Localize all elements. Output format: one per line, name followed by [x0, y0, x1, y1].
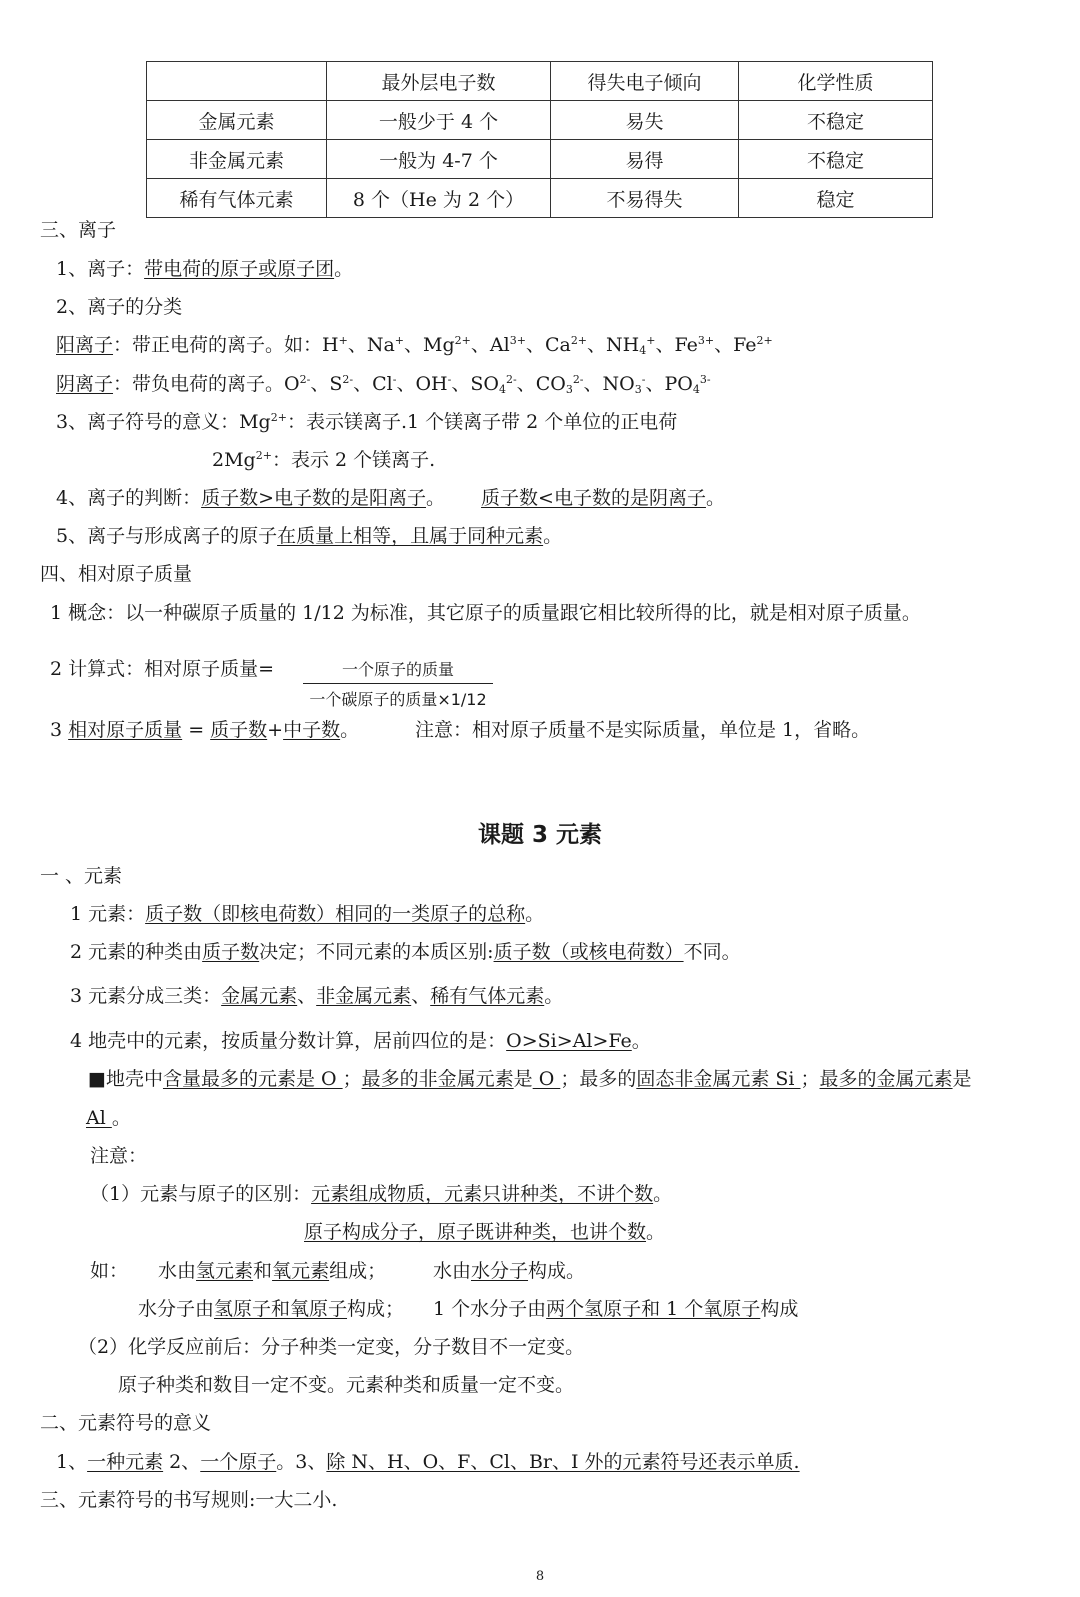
- diff-atom-end: 。: [646, 1221, 666, 1243]
- relation-end: 。: [543, 525, 563, 547]
- ion-classify-heading: 2、离子的分类: [56, 296, 183, 318]
- table-cell: 金属元素: [147, 101, 327, 140]
- ion-formula: $Al^{3+}$: [489, 334, 526, 356]
- eq-end: 。: [340, 719, 360, 741]
- table-cell: 一般少于 4 个: [327, 101, 551, 140]
- crust2-metal: 最多的金属元素: [819, 1068, 953, 1090]
- crust-order: O>Si>Al>Fe: [506, 1030, 632, 1052]
- element-atom-difference: [90, 1182, 672, 1206]
- relation-prefix: 5、离子与形成离子的原子: [56, 525, 278, 547]
- crust2-sep: ；: [800, 1068, 820, 1090]
- judge-end: 。: [705, 487, 725, 509]
- page-number: 8: [535, 1569, 545, 1584]
- table-cell: 不稳定: [739, 140, 933, 179]
- table-cell: 易失: [551, 101, 739, 140]
- ex1-end: 组成；: [329, 1260, 387, 1282]
- meaning2-prefix: 2Mg: [212, 449, 256, 471]
- ion-def-prefix: 1、离子：: [56, 258, 145, 280]
- kind-prefix: 2 元素的种类由: [70, 941, 203, 963]
- crust2-nonmetal-o: O: [532, 1068, 561, 1090]
- ion-def-text: 带电荷的原子或原子团: [144, 258, 335, 280]
- crust2-is: 是: [513, 1068, 533, 1090]
- element-categories: [70, 984, 563, 1008]
- crust2-sep: ；最多的: [560, 1068, 637, 1090]
- ex4-a: 1 个水分子由: [433, 1298, 547, 1320]
- ex4-atoms: 两个氢原子和 1 个氧原子: [546, 1298, 761, 1320]
- crust-most-line: [88, 1067, 972, 1091]
- ion-formula: Na+: [366, 334, 405, 356]
- judge-cation: 质子数>电子数的是阳离子: [201, 487, 427, 509]
- table-cell: 不稳定: [739, 101, 933, 140]
- ion-formula: OH-: [415, 373, 452, 395]
- diff-prefix: （1）元素与原子的区别：: [90, 1183, 312, 1205]
- symbol-m-prefix: 1、: [56, 1451, 88, 1473]
- ion-judgement: [56, 486, 725, 510]
- cat-prefix: 3 元素分成三类：: [70, 985, 222, 1007]
- cation-text: ：带正电荷的离子。如：: [113, 334, 323, 356]
- crust-metal-al: [86, 1106, 131, 1130]
- eq-prefix: 3: [50, 719, 69, 741]
- ion-formula: Cl-: [372, 373, 397, 395]
- eq-protons: 质子数: [210, 719, 268, 741]
- symbol-m-mid2: 。3、: [276, 1451, 327, 1473]
- diff-end: 。: [653, 1183, 673, 1205]
- ion-formula: $CO_3^{2-}$: [535, 373, 584, 396]
- fraction-denominator: 一个碳原子的质量×1/12: [309, 690, 487, 709]
- example-line-1: [90, 1259, 386, 1283]
- cat-sep: 、: [411, 985, 431, 1007]
- table-cell: 一般为 4-7 个: [327, 140, 551, 179]
- cation-label: 阳离子: [56, 334, 114, 356]
- ex2-a: 水由: [433, 1260, 472, 1282]
- crust2-end: 。: [111, 1107, 131, 1129]
- example-one-molecule: [433, 1297, 798, 1321]
- symbol-one-element: 一种元素: [87, 1451, 164, 1473]
- ion-section-heading: 三、离子: [40, 219, 117, 241]
- table-cell: 稳定: [739, 179, 933, 218]
- symbol-substance: 除 N、H、O、F、Cl、Br、I 外的元素符号还表示单质.: [326, 1451, 800, 1473]
- ex1-oxygen: 氧元素: [272, 1260, 330, 1282]
- element-section-heading: 一 、元素: [40, 865, 123, 887]
- symbol-one-atom: 一个原子: [200, 1451, 277, 1473]
- mass-concept: 1 概念：以一种碳原子质量的 1/12 为标准，其它原子的质量跟它相比较所得的比，就是相对原子质量。: [50, 602, 921, 624]
- ion-formula: $Mg^{2+}$: [423, 334, 471, 356]
- cat-metal: 金属元素: [221, 985, 298, 1007]
- crust2-al: Al: [86, 1107, 112, 1129]
- table-header-cell: 最外层电子数: [327, 62, 551, 101]
- relation-text: 在质量上相等，且属于同种元素: [277, 525, 544, 547]
- ex1-hydrogen: 氢元素: [196, 1260, 254, 1282]
- kind-essential: 质子数（或核电荷数）: [493, 941, 684, 963]
- anion-label: 阴离子: [56, 373, 114, 395]
- symbol-meaning-line: [56, 1450, 800, 1474]
- table-row: [147, 140, 933, 179]
- mass-formula-label: 2 计算式：相对原子质量=: [50, 658, 275, 680]
- ion-atom-relation: [56, 524, 562, 548]
- diff-element: 元素组成物质，元素只讲种类，不讲个数: [311, 1183, 654, 1205]
- cat-sep: 、: [297, 985, 317, 1007]
- ion-formula: $PO_4^{3-}$: [664, 373, 711, 396]
- crust2-solid: 固态非金属元素 Si: [636, 1068, 801, 1090]
- ion-symbol-meaning: [56, 410, 677, 434]
- table-header-cell: 化学性质: [739, 62, 933, 101]
- meaning2-charge: 2+: [255, 449, 272, 462]
- crust-elements: [70, 1029, 651, 1053]
- lesson-title: 课题 3 元素: [477, 822, 603, 848]
- cat-nonmetal: 非金属元素: [316, 985, 412, 1007]
- ex4-end: 构成: [760, 1298, 799, 1320]
- kind-mid: 决定；不同元素的本质区别:: [259, 941, 494, 963]
- ion-formula: $Fe^{2+}$: [733, 334, 773, 356]
- table-cell: 8 个（He 为 2 个）: [327, 179, 551, 218]
- table-header-row: [147, 62, 933, 101]
- ion-formula: $Fe^{3+}$: [674, 334, 715, 356]
- element-def-end: 。: [525, 903, 545, 925]
- mass-section-heading: 四、相对原子质量: [40, 563, 193, 585]
- ion-symbol-meaning-2: [212, 448, 435, 472]
- ion-formula: $S^{2-}$: [329, 373, 354, 395]
- crust2-nonmetal: 最多的非金属元素: [361, 1068, 514, 1090]
- mass-equation: [50, 718, 359, 742]
- table-header-cell: 得失电子倾向: [551, 62, 739, 101]
- symbol-writing-rule: 三、元素符号的书写规则:一大二小.: [40, 1489, 338, 1511]
- crust2-sep: ；: [342, 1068, 362, 1090]
- cation-line: [56, 333, 773, 357]
- fraction-numerator: 一个原子的质量: [341, 660, 454, 679]
- element-def-prefix: 1 元素：: [70, 903, 146, 925]
- example-line-2: [138, 1297, 404, 1321]
- ex1-a: 水由: [158, 1260, 197, 1282]
- ion-definition: [56, 257, 353, 281]
- cat-end: 。: [544, 985, 564, 1007]
- meaning2-text: ：表示 2 个镁离子.: [271, 449, 436, 471]
- table-cell: 不易得失: [551, 179, 739, 218]
- ion-formula: $Ca^{2+}$: [544, 334, 588, 356]
- cat-noble-gas: 稀有气体元素: [430, 985, 545, 1007]
- reaction-rule-2: 原子种类和数目一定不变。元素种类和质量一定不变。: [118, 1374, 575, 1396]
- crust-end: 。: [631, 1030, 651, 1052]
- ex2-molecule: 水分子: [471, 1260, 529, 1282]
- anion-line: [56, 372, 711, 396]
- mass-formula-fraction: [303, 657, 493, 710]
- ex2-end: 构成。: [528, 1260, 586, 1282]
- note-label: 注意：: [90, 1145, 148, 1167]
- ion-formula: $O^{2-}$: [284, 373, 311, 395]
- ex1-and: 和: [253, 1260, 273, 1282]
- element-kind: [70, 940, 741, 964]
- ex3-end: 构成；: [347, 1298, 405, 1320]
- judge-prefix: 4、离子的判断：: [56, 487, 202, 509]
- crust2-most: 含量最多的元素是 O: [162, 1068, 343, 1090]
- crust2-is: 是: [952, 1068, 972, 1090]
- ex3-atoms: 氢原子和氧原子: [214, 1298, 348, 1320]
- example-label: 如：: [90, 1260, 129, 1282]
- table-cell: 非金属元素: [147, 140, 327, 179]
- crust-prefix: 4 地壳中的元素，按质量分数计算，居前四位的是：: [70, 1030, 507, 1052]
- eq-mass: 相对原子质量: [68, 719, 183, 741]
- cation-list: H+、Na+、$Mg^{2+}$、$Al^{3+}$、$Ca^{2+}$、$NH_4^+$、$Fe^{3+}$、$Fe^{2+}$: [322, 334, 773, 357]
- ion-def-end: 。: [334, 258, 354, 280]
- diff-atom: 原子构成分子，原子既讲种类，也讲个数: [304, 1221, 647, 1243]
- element-properties-table: [146, 61, 933, 218]
- kind-end: 不同。: [683, 941, 741, 963]
- table-row: [147, 101, 933, 140]
- ion-formula: $SO_4^{2-}$: [470, 373, 517, 396]
- kind-protons: 质子数: [202, 941, 260, 963]
- ion-formula: $NH_4^+$: [606, 334, 656, 357]
- eq-neutrons: 中子数: [283, 719, 341, 741]
- table-row: [147, 179, 933, 218]
- symbol-meaning-heading: 二、元素符号的意义: [40, 1412, 212, 1434]
- element-definition: [70, 902, 544, 926]
- reaction-rule-1: （2）化学反应前后：分子种类一定变，分子数目不一定变。: [78, 1336, 585, 1358]
- anion-list: $O^{2-}$、$S^{2-}$、Cl-、OH-、$SO_4^{2-}$、$CO_3^{2-}$、$NO_3^-$、$PO_4^{3-}$: [284, 373, 711, 396]
- judge-mid: 。: [426, 487, 446, 509]
- eq-equals: =: [182, 719, 211, 741]
- symbol-m-mid1: 2、: [163, 1451, 201, 1473]
- ex3-a: 水分子由: [138, 1298, 215, 1320]
- table-cell: 稀有气体元素: [147, 179, 327, 218]
- meaning-charge: 2+: [270, 411, 287, 424]
- eq-plus: +: [267, 719, 284, 741]
- table-header-cell: [147, 62, 327, 101]
- example-water-molecule: [433, 1259, 585, 1283]
- table-cell: 易得: [551, 140, 739, 179]
- ion-formula: $NO_3^-$: [602, 373, 646, 396]
- meaning-prefix: 3、离子符号的意义：Mg: [56, 411, 271, 433]
- mass-note: 注意：相对原子质量不是实际质量，单位是 1，省略。: [415, 719, 871, 741]
- element-atom-difference-2: [304, 1220, 665, 1244]
- element-def-text: 质子数（即核电荷数）相同的一类原子的总称: [145, 903, 526, 925]
- crust2-bullet: ■地壳中: [88, 1068, 163, 1090]
- judge-anion: 质子数<电子数的是阴离子: [481, 487, 706, 509]
- anion-text: ：带负电荷的离子。: [113, 373, 285, 395]
- ion-formula: H+: [322, 334, 348, 356]
- meaning-text: ：表示镁离子.1 个镁离子带 2 个单位的正电荷: [286, 411, 678, 433]
